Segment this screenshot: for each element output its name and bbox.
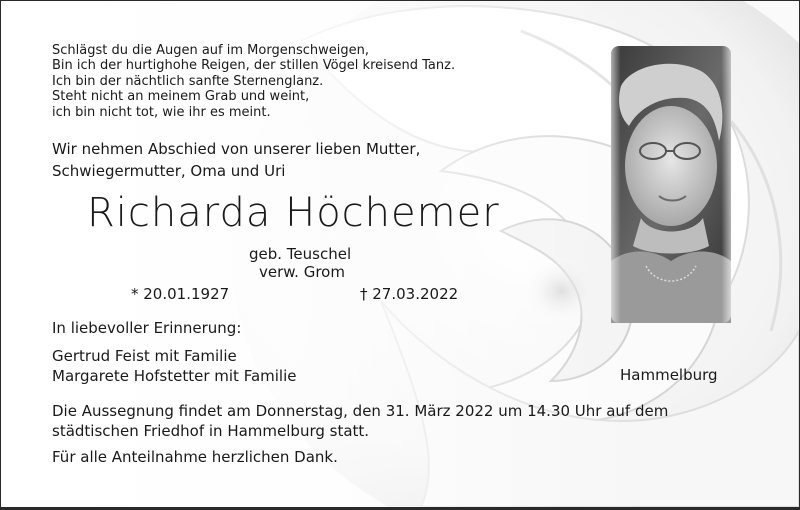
birth-name: geb. Teuschel (249, 245, 352, 263)
birth-date: * 20.01.1927 (131, 285, 230, 303)
widowed-name: verw. Grom (259, 263, 345, 281)
deceased-name: Richarda Höchemer (87, 190, 500, 236)
intro-line: Schwiegermutter, Oma und Uri (52, 162, 286, 180)
poem-line: ich bin nicht tot, wie ihr es meint. (52, 104, 271, 120)
portrait-photo-icon (611, 46, 731, 323)
mourners-list (52, 346, 297, 386)
funeral-line: Die Aussegnung findet am Donnerstag, den 31. März 2022 um 14.30 Uhr auf dem (52, 402, 669, 420)
intro-line: Wir nehmen Abschied von unserer lieben Mutter, (52, 140, 421, 158)
poem-line: Schlägst du die Augen auf im Morgenschweigen, (52, 43, 369, 58)
farewell-intro (52, 138, 420, 182)
poem (52, 43, 455, 120)
poem-line: Bin ich der hurtighohe Reigen, der stillen Vögel kreisend Tanz. (52, 58, 456, 74)
memorial-heading: In liebevoller Erinnerung: (52, 319, 242, 337)
poem-line: Ich bin der nächtlich sanfte Sternenglanz. (52, 73, 324, 89)
funeral-line: städtischen Friedhof in Hammelburg statt. (52, 422, 370, 440)
mourner-entry: Margarete Hofstetter mit Familie (52, 367, 297, 385)
thanks-line: Für alle Anteilnahme herzlichen Dank. (52, 448, 338, 466)
funeral-details (52, 401, 668, 441)
death-date: † 27.03.2022 (360, 285, 459, 303)
mourner-entry: Gertrud Feist mit Familie (52, 347, 237, 365)
poem-line: Steht nicht an meinem Grab und weint, (52, 89, 310, 105)
place-name: Hammelburg (620, 366, 718, 384)
